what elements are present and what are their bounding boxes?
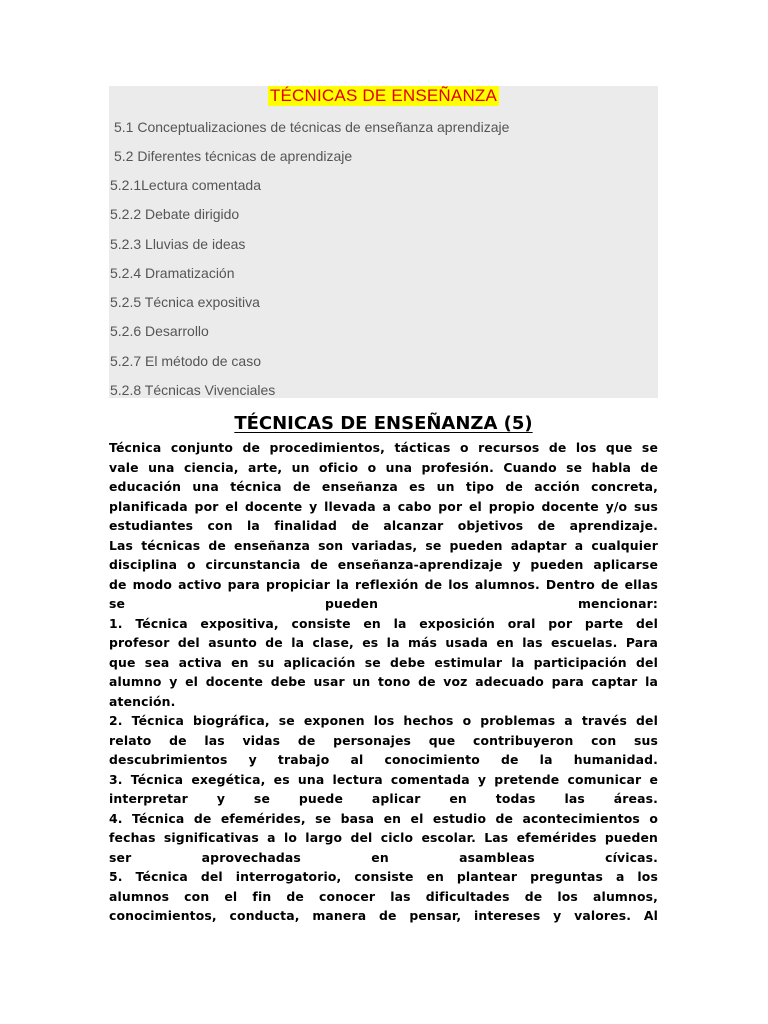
body-line: fechas significativas a lo largo del ciclo escolar. Las efemérides pueden (109, 830, 658, 845)
body-line: alumnos con el fin de conocer las dificultades de los alumnos, (109, 888, 658, 904)
body-line: vale una ciencia, arte, un oficio o una profesión. Cuando se habla de (109, 459, 658, 475)
body-line: disciplina o circunstancia de enseñanza-aprendizaje y pueden aplicarse (109, 557, 658, 572)
body-line: 5. Técnica del interrogatorio, consiste en plantear preguntas a los (109, 869, 658, 884)
body-line: 1. Técnica expositiva, consiste en la exposición oral por parte del (109, 615, 658, 631)
body-line: conocimientos, conducta, manera de pensar, intereses y valores. Al (109, 908, 658, 923)
body-line: interpretar y se puede aplicar en todas las áreas. (109, 791, 658, 806)
toc-item: 5.2.2 Debate dirigido (110, 206, 240, 222)
body-line: relato de las vidas de personajes que contribuyeron con sus (109, 732, 658, 748)
toc-item: 5.2.4 Dramatización (110, 265, 235, 281)
body-line: Técnica conjunto de procedimientos, tácticas o recursos de los que se (109, 440, 658, 455)
body-line: alumno y el docente debe usar un tono de voz adecuado para captar la (109, 674, 658, 689)
body-line: se pueden mencionar: (109, 596, 658, 611)
toc-item: 5.2.1Lectura comentada (110, 177, 261, 193)
table-of-contents (109, 86, 658, 398)
toc-item: 5.2.6 Desarrollo (110, 323, 209, 339)
toc-item: 5.1 Conceptualizaciones de técnicas de enseñanza aprendizaje (114, 119, 510, 135)
toc-item: 5.2.8 Técnicas Vivenciales (110, 382, 276, 398)
toc-item: 5.2 Diferentes técnicas de aprendizaje (114, 148, 353, 164)
body-line: 2. Técnica biográfica, se exponen los hechos o problemas a través del (109, 713, 658, 728)
body-line: Las técnicas de enseñanza son variadas, se pueden adaptar a cualquier (109, 537, 658, 553)
toc-item: 5.2.3 Lluvias de ideas (110, 236, 246, 252)
document-heading: TÉCNICAS DE ENSEÑANZA (5) (234, 413, 533, 434)
toc-title: TÉCNICAS DE ENSEÑANZA (269, 86, 498, 105)
body-line: 3. Técnica exegética, es una lectura comentada y pretende comunicar e (109, 771, 658, 787)
body-line: atención. (109, 693, 176, 709)
body-line: educación una técnica de enseñanza es un tipo de acción concreta, (109, 479, 658, 494)
body-line: planificada por el docente y llevada a cabo por el propio docente y/o sus (109, 498, 658, 514)
body-line: ser aprovechadas en asambleas cívicas. (109, 849, 658, 865)
body-line: de modo activo para propiciar la reflexión de los alumnos. Dentro de ellas (109, 576, 658, 592)
body-line: estudiantes con la finalidad de alcanzar objetivos de aprendizaje. (109, 518, 658, 533)
body-line: que sea activa en su aplicación se debe estimular la participación del (109, 654, 658, 670)
body-line: profesor del asunto de la clase, es la más usada en las escuelas. Para (109, 635, 658, 650)
body-line: 4. Técnica de efemérides, se basa en el estudio de acontecimientos o (109, 810, 658, 826)
toc-title-row (109, 86, 658, 106)
toc-item: 5.2.5 Técnica expositiva (110, 294, 260, 310)
body-line: descubrimientos y trabajo al conocimiento de la humanidad. (109, 752, 658, 767)
body-text (109, 438, 658, 926)
toc-item: 5.2.7 El método de caso (110, 353, 261, 369)
